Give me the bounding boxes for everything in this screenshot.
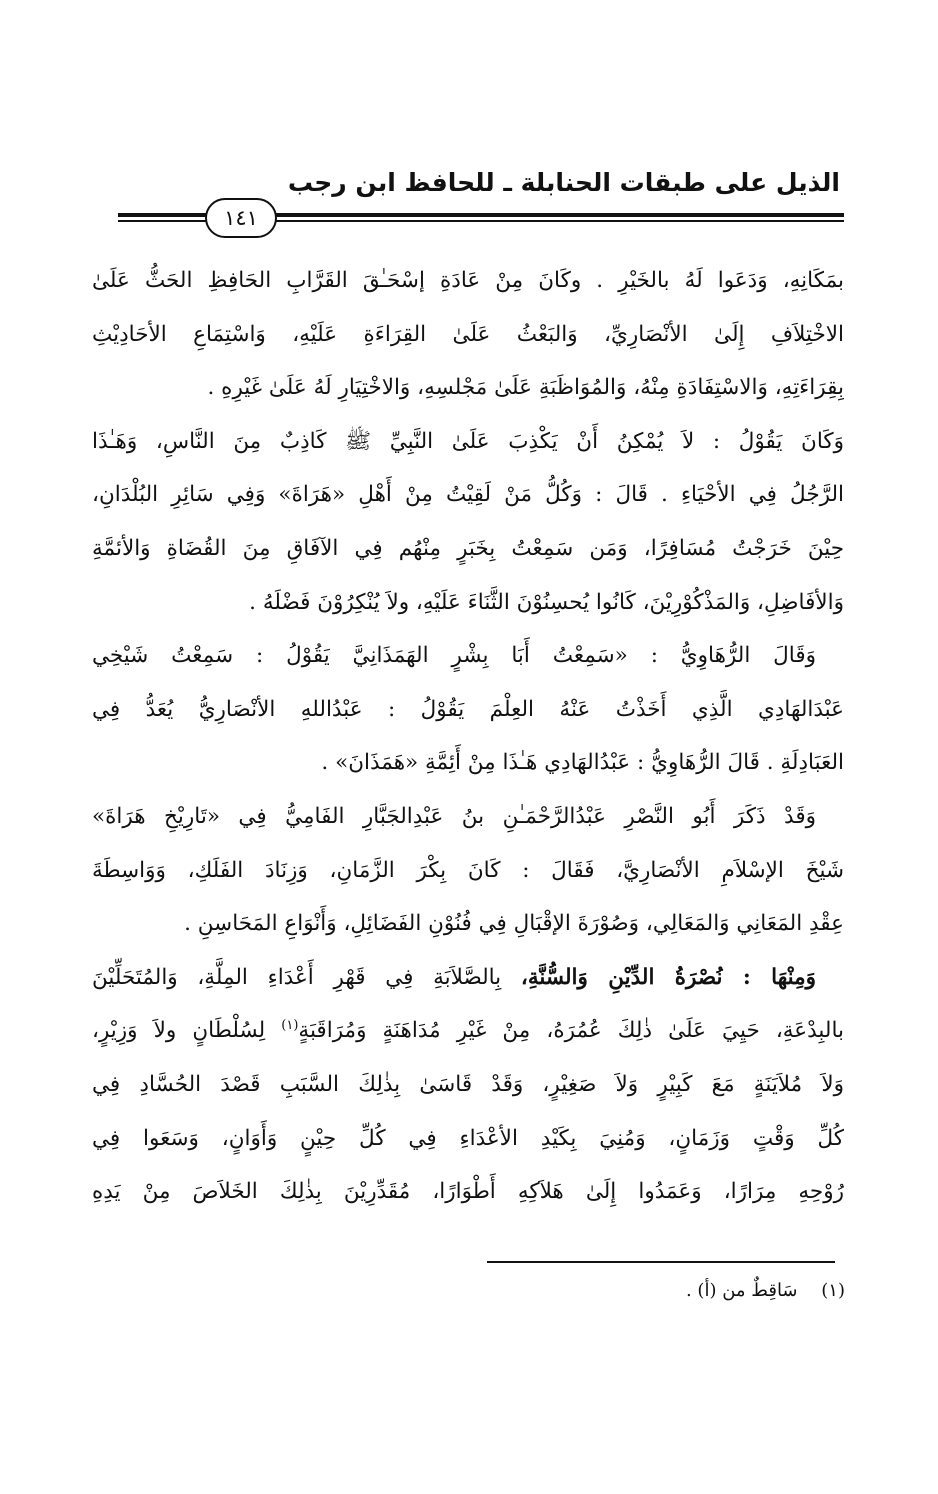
body-line-segment: بِالصَّلاَبَةِ فِي قَهْرِ أَعْدَاءِ المِلَّةِ، وَالمُتَحَلِّيْنَ	[92, 964, 502, 990]
body-text	[92, 254, 844, 1219]
body-line: بمَكَانِهِ، وَدَعَوا لَهُ بالخَيْرِ . وكَانَ مِنْ عَادَةِ إسْحَـٰقَ القَرَّابِ الحَافِظِ الحَثُّ عَلَىٰ	[92, 268, 844, 293]
footnote	[560, 1280, 845, 1301]
running-title: الذيل على طبقات الحنابلة ـ للحافظ ابن رجب	[287, 168, 840, 197]
body-line: كُلِّ وَقْتٍ وَزَمَانٍ، وَمُنِيَ بِكَيْدِ الأعْدَاءِ فِي كُلِّ حِيْنٍ وَأَوَانٍ، وَسَعَوا فِي	[92, 1125, 844, 1151]
body-line-segment: بالبِدْعَةِ، حَيِيَ عَلَىٰ ذٰلِكَ عُمُرَهُ، مِنْ غَيْرِ مُدَاهَنَةٍ وَمُرَاقَبَةٍ	[298, 1018, 844, 1044]
page-number: ١٤١	[205, 198, 277, 238]
header-rule-left-thick	[118, 213, 206, 217]
footnote-text: سَاقِطٌ من (أ) .	[685, 1280, 798, 1301]
body-line: شَيْخَ الإسْلاَمِ الأنْصَارِيَّ، فَقَالَ : كَانَ بِكْرَ الزَّمَانِ، وَزِنَادَ الفَلَكِ، وَوَاسِطَةَ	[92, 857, 844, 883]
body-line: وَقَالَ الرُّهَاوِيُّ : «سَمِعْتُ أَبَا بِشْرٍ الهَمَذَانِيَّ يَقُوْلُ : سَمِعْتُ شَيْخِي	[92, 643, 816, 669]
body-line-with-footnote	[92, 1004, 844, 1058]
body-line: وَكَانَ يَقُوْلُ : لاَ يُمْكِنُ أَنْ يَكْذِبَ عَلَىٰ النَّبِيِّ ﷺ كَاذِبٌ مِنَ النَّاسِ، وَهَـٰذَا	[92, 428, 844, 454]
body-line: وَقَدْ ذَكَرَ أَبُو النَّصْرِ عَبْدُالرَّحْمَـٰنِ بنُ عَبْدِالجَبَّارِ الفَامِيُّ فِي «تَارِيْخِ هَرَاةَ»	[92, 803, 816, 829]
body-line-with-keyword	[92, 951, 844, 1005]
body-line: حِيْنَ خَرَجْتُ مُسَافِرًا، وَمَن سَمِعْتُ بِخَبَرٍ مِنْهُم فِي الآفَاقِ مِنَ القُضَاةِ وَالأئمَّةِ	[92, 535, 844, 561]
body-line: وَالأفَاضِلِ، وَالمَذْكُوْرِيْنَ، كَانُوا يُحسِنُوْنَ الثَّنَاءَ عَلَيْهِ، ولاَ يُنْكِرُوْنَ فَضْلَهُ .	[249, 589, 844, 615]
body-line: وَلاَ مُلاَيَنَةٍ مَعَ كَبِيْرٍ وَلاَ صَغِيْرٍ، وَقَدْ قَاسَىٰ بِذٰلِكَ السَّبَبِ قَصْدَ الحُسَّادِ فِي	[92, 1071, 844, 1097]
body-line: العَبَادِلَةِ . قَالَ الرُّهَاوِيُّ : عَبْدُالهَادِي هَـٰذَا مِنْ أَئِمَّةِ «هَمَذَانَ» .	[321, 750, 844, 776]
footnote-separator	[487, 1261, 835, 1263]
footnote-marker[interactable]: (١)	[281, 1018, 299, 1034]
footnote-number: (١)	[821, 1280, 845, 1301]
header-rule-left-thin	[118, 220, 206, 222]
body-line: الرَّجُلُ فِي الأحْيَاءِ . قَالَ : وَكُلُّ مَنْ لَقِيْتُ مِنْ أَهْلِ «هَرَاةَ» وَفِي سَائِرِ البُلْدَانِ،	[92, 482, 844, 508]
body-line: عَبْدَالهَادِي الَّذِي أَخَذْتُ عَنْهُ العِلْمَ يَقُوْلُ : عَبْدُاللهِ الأنْصَارِيُّ يُعَدُّ فِي	[92, 696, 844, 722]
header-rule-right-thick	[272, 213, 844, 217]
body-line-segment: لِسُلْطَانٍ ولاَ وَزِيْرٍ،	[92, 1018, 266, 1044]
body-line: رُوْحِهِ مِرَارًا، وَعَمَدُوا إِلَىٰ هَلاَكِهِ أَطْوَارًا، مُقَدِّرِيْنَ بِذٰلِكَ الخَلاَصَ مِنْ يَدِهِ	[92, 1179, 844, 1205]
body-line: الاخْتِلاَفِ إِلَىٰ الأنْصَارِيِّ، وَالبَعْثُ عَلَىٰ القِرَاءَةِ عَلَيْهِ، وَاسْتِمَاعِ الأحَادِيْثِ	[92, 321, 844, 347]
body-line: بِقِرَاءَتِهِ، وَالاسْتِفَادَةِ مِنْهُ، وَالمُوَاظَبَةِ عَلَىٰ مَجْلسِهِ، وَالاخْتِيَارِ لَهُ عَلَىٰ غَيْرِهِ .	[207, 375, 844, 401]
body-line: عِقْدِ المَعَانِي وَالمَعَالِي، وَصُوْرَةَ الإقْبَالِ فِي فُنُوْنِ الفَضَائِلِ، وَأَنْوَاعِ المَحَاسِنِ .	[184, 911, 844, 937]
section-keyword: وَمِنْهَا : نُصْرَةُ الدِّيْنِ وَالسُّنَّةِ،	[520, 964, 816, 990]
header-rule-right-thin	[272, 220, 844, 222]
